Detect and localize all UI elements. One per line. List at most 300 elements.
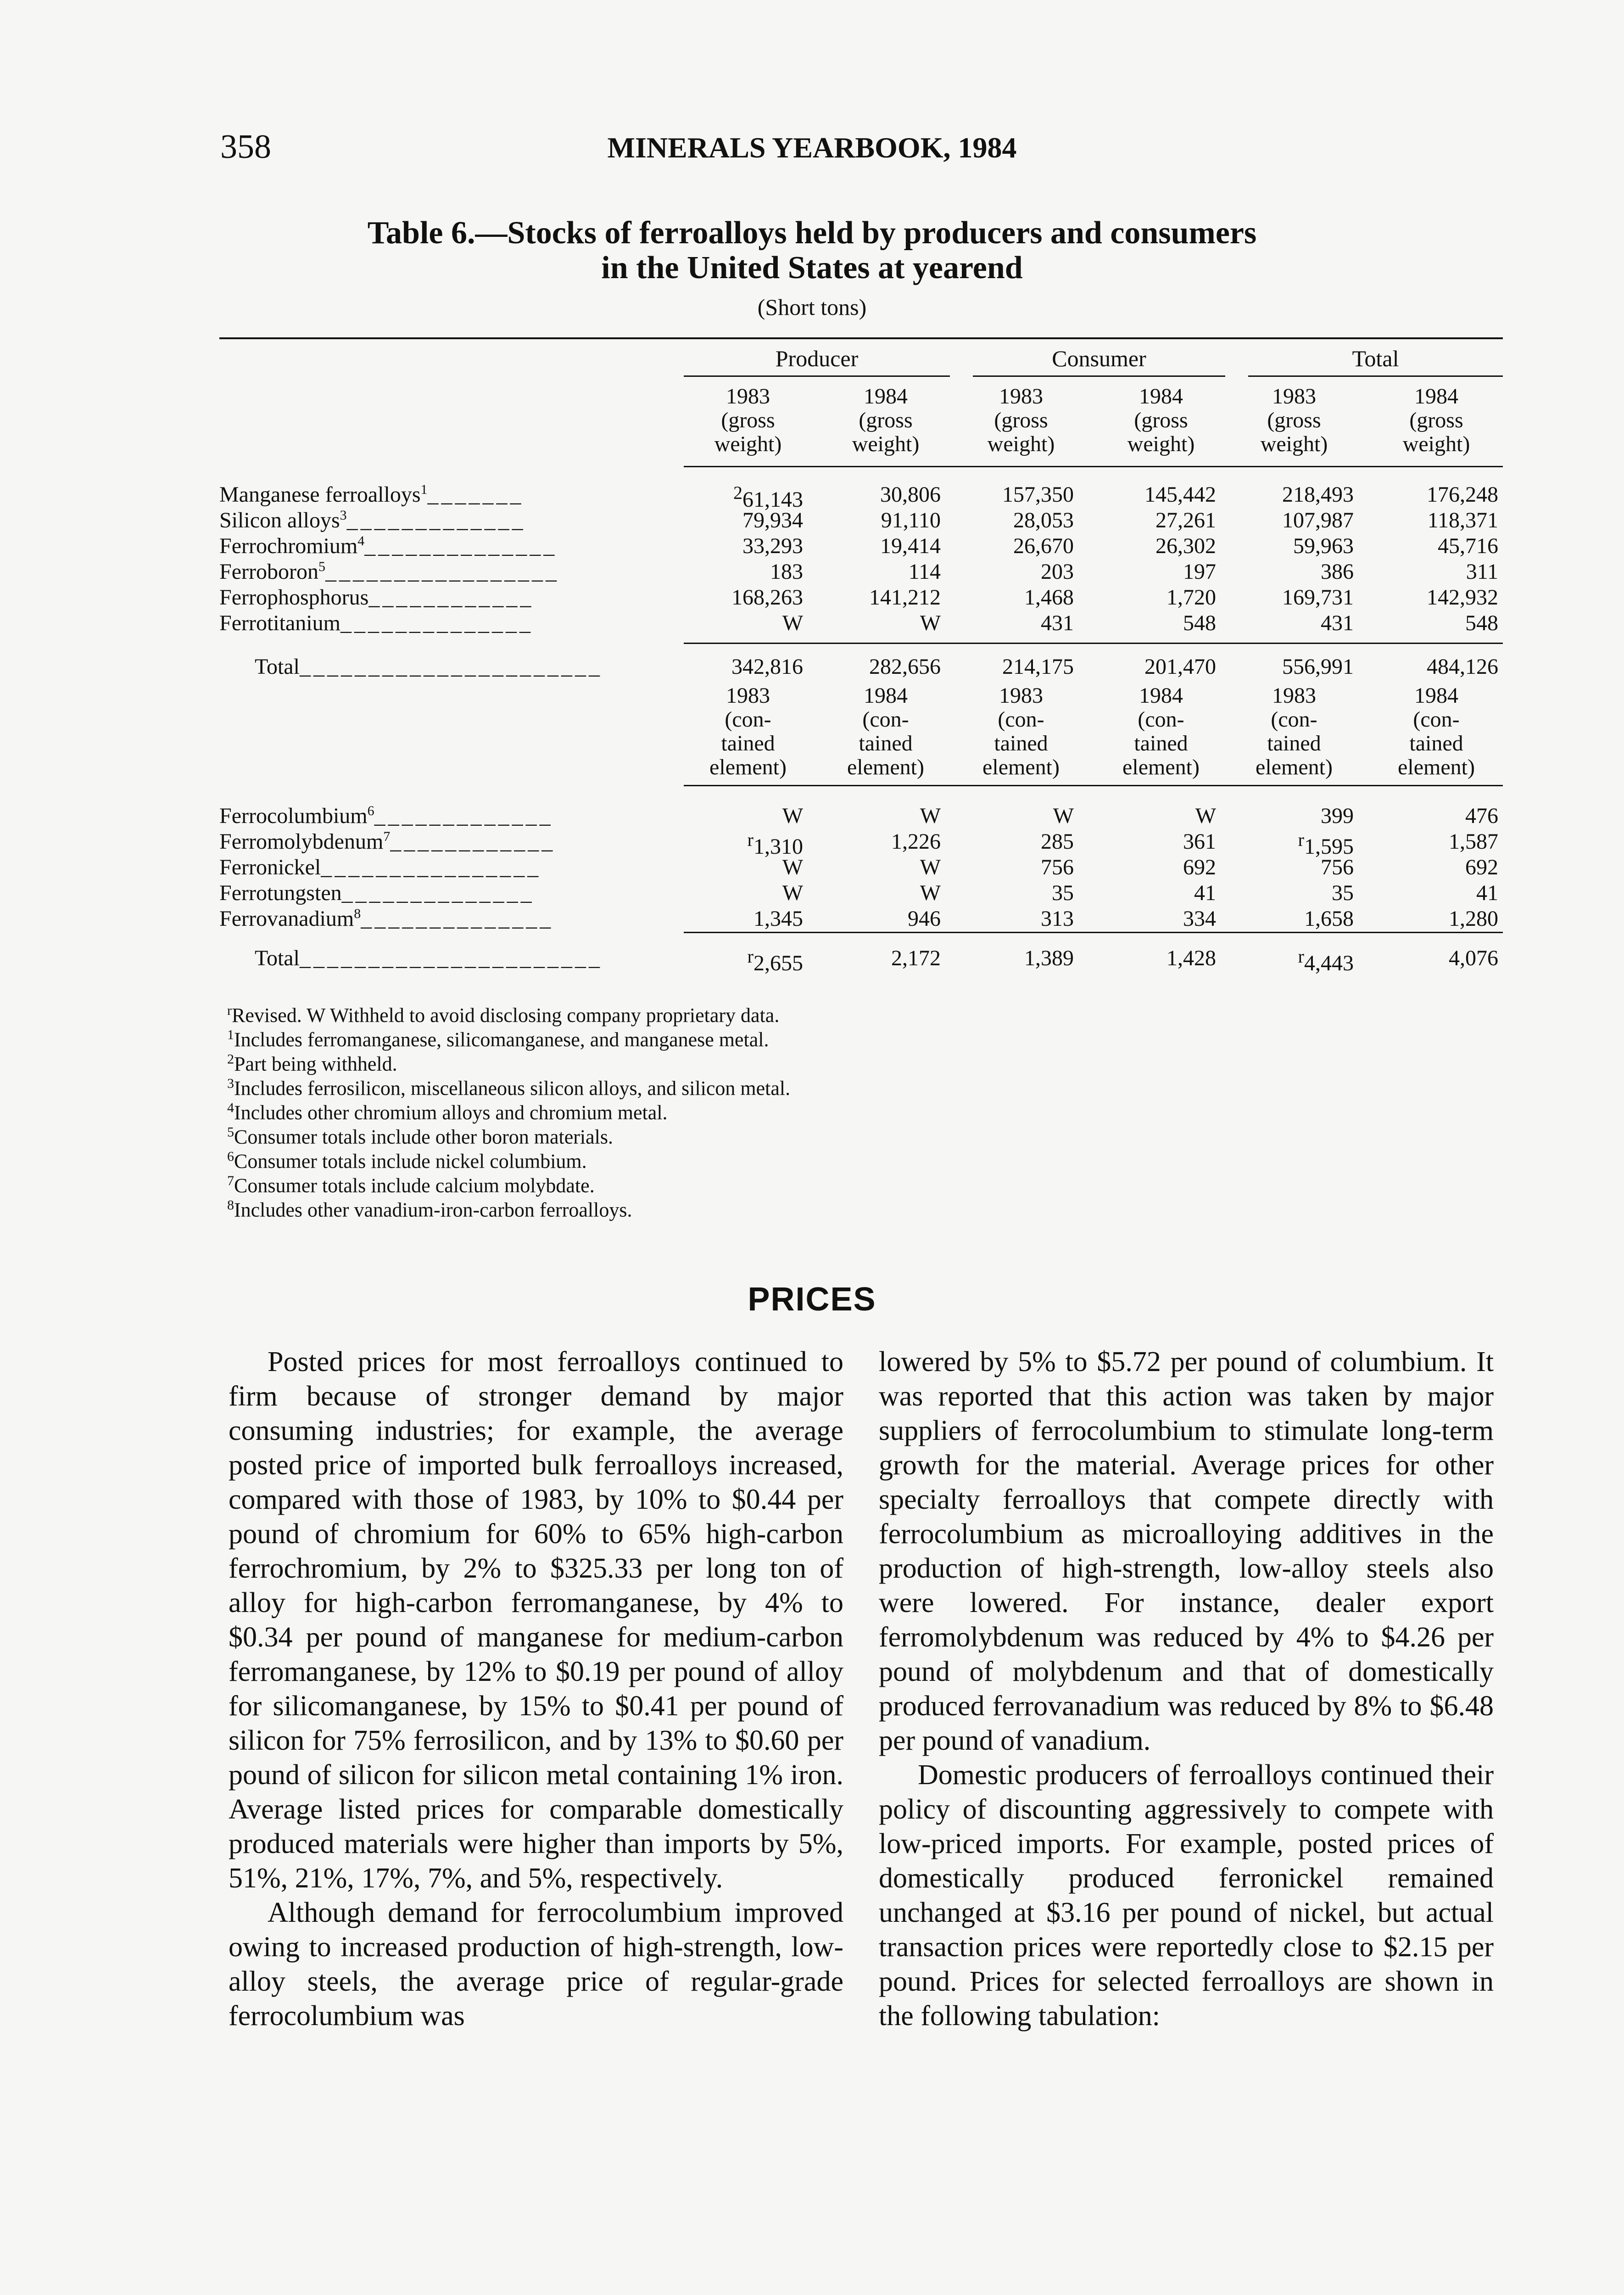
gross-col-header [819, 385, 952, 456]
row-label [219, 880, 535, 906]
table-cell [1013, 508, 1074, 533]
row-label-text: Manganese ferroalloys [219, 482, 421, 507]
footnote-ref: 8 [354, 906, 361, 921]
cell-value: 1,595 [1304, 834, 1354, 859]
table-cell [731, 585, 803, 610]
cell-value: 1,428 [1166, 946, 1216, 970]
col-header-line: 1984 [1139, 384, 1183, 409]
cell-value: 145,442 [1144, 482, 1216, 507]
contained-header-rule [684, 785, 1503, 786]
cell-value: W [920, 855, 941, 879]
header-bottom-rule [684, 466, 1503, 467]
row-label [219, 803, 553, 828]
table-cell [770, 559, 803, 584]
leader-dots: _______ [427, 482, 524, 507]
cell-value: 2,655 [753, 951, 803, 975]
total-cell [891, 946, 941, 971]
footnote [227, 1003, 779, 1027]
total-group-rule [1248, 375, 1503, 377]
cell-value: 692 [1183, 855, 1216, 879]
cell-value: W [782, 855, 803, 879]
total-cell [869, 654, 941, 679]
footnote-text: Includes ferrosilicon, miscellaneous silicon alloys, and silicon metal. [234, 1077, 791, 1100]
leader-dots: ____________ [368, 585, 534, 610]
total-cell [1166, 946, 1216, 971]
col-header-line: (con- [1413, 707, 1460, 732]
table-title-line2: in the United States at yearend [601, 250, 1023, 285]
leader-dots: _________________ [325, 560, 559, 584]
table-cell [1465, 610, 1498, 636]
cell-value: 548 [1183, 611, 1216, 635]
cell-value: 157,350 [1002, 482, 1074, 507]
cell-value: 431 [1041, 611, 1074, 635]
table-cell [1041, 906, 1074, 931]
footnote-text: Includes other vanadium-iron-carbon ferroalloys. [234, 1198, 632, 1221]
footnote [227, 1027, 769, 1052]
table-cell [1041, 855, 1074, 880]
prices-paragraph: Domestic producers of ferroalloys continued their policy of discounting aggressively to compete with low-priced imports. For example, posted prices of domestically produced ferronickel remained unchanged at $3.16 per pound of nickel, but actual transaction prices were reportedly close to $2.15 per pound. Prices for selected ferroalloys are shown in the following tabulation: [879, 1759, 1494, 2032]
cell-value: 756 [1321, 855, 1354, 879]
row-label-text: Ferrovanadium [219, 907, 354, 931]
col-header-line: 1984 [1414, 384, 1458, 409]
cell-value: 142,932 [1427, 585, 1498, 610]
gross-col-header [1228, 385, 1361, 456]
prices-left-column [229, 1345, 843, 2033]
col-header-line: (gross [1134, 408, 1188, 432]
cell-value: 201,470 [1144, 655, 1216, 679]
col-header-line: tained [1267, 731, 1321, 756]
row-label-text: Ferrochromium [219, 534, 358, 558]
leader-dots: ______________________ [299, 946, 603, 970]
footnote [227, 1076, 790, 1100]
cell-value: 91,110 [881, 508, 941, 532]
col-header-line: weight) [852, 432, 920, 456]
table-cell [880, 482, 941, 507]
cell-value: 285 [1041, 829, 1074, 854]
cell-value: 1,226 [891, 829, 941, 854]
footnote-ref: 4 [357, 533, 365, 549]
table-cell [742, 533, 803, 559]
contained-col-header [1228, 684, 1361, 779]
total-cell [1449, 946, 1498, 971]
cell-value: 114 [908, 560, 941, 584]
prices-paragraph: lowered by 5% to $5.72 per pound of columbium. It was reported that this action was taken by major suppliers of ferrocolumbium to stimulate long-term growth for the material. Average prices for other specialty ferroalloys that compete directly with ferrocolumbium as microalloying additives in the production of high-strength, low-alloy steels also were lowered. For instance, dealer export ferromolybdenum was reduced by 4% to $4.26 per pound of molybdenum and that of domestically produced ferrovanadium was reduced by 8% to $6.48 per pound of vanadium. [879, 1346, 1494, 1756]
footnote-text: Includes ferromanganese, silicomanganese, and manganese metal. [234, 1028, 769, 1051]
cell-value: 4,076 [1449, 946, 1498, 970]
subtotal-rule-contained [684, 932, 1503, 933]
footnote-ref: r [1298, 946, 1304, 967]
table-cell [1428, 508, 1498, 533]
col-header-line: element) [709, 755, 787, 779]
contained-col-header [819, 684, 952, 779]
total-cell [731, 654, 803, 679]
table-cell [1013, 533, 1074, 559]
footnote-ref: 7 [383, 829, 391, 844]
footnote [227, 1100, 668, 1125]
cell-value: 946 [908, 907, 941, 931]
col-header-line: (gross [859, 408, 913, 432]
footnote-mark: 6 [227, 1149, 234, 1164]
cell-value: 33,293 [742, 534, 803, 558]
cell-value: 169,731 [1282, 585, 1354, 610]
cell-value: 203 [1041, 560, 1074, 584]
total-cell [748, 946, 803, 976]
footnote-text: Revised. W Withheld to avoid disclosing company proprietary data. [232, 1004, 780, 1027]
footnote-mark: 7 [227, 1173, 234, 1188]
col-header-line: 1983 [1272, 384, 1316, 409]
table-cell [1002, 482, 1074, 507]
col-header-line: tained [859, 731, 913, 756]
row-label [219, 559, 559, 584]
cell-value: 26,302 [1155, 534, 1216, 558]
col-header-line: (gross [1267, 408, 1321, 432]
col-header-line: weight) [1260, 432, 1328, 456]
cell-value: W [1053, 804, 1074, 828]
total-row-label [255, 654, 603, 679]
footnote-ref: 5 [318, 559, 325, 574]
cell-value: 361 [1183, 829, 1216, 854]
leader-dots: ______________ [341, 881, 535, 905]
leader-dots: ______________ [340, 611, 533, 635]
contained-col-header [954, 684, 1088, 779]
consumer-group-rule [973, 375, 1225, 377]
footnote-text: Consumer totals include calcium molybdate. [234, 1174, 595, 1197]
total-cell [1282, 654, 1354, 679]
gross-col-header [681, 385, 815, 456]
total-cell [1144, 654, 1216, 679]
cell-value: 35 [1052, 881, 1074, 905]
cell-value: 35 [1332, 881, 1354, 905]
cell-value: 311 [1466, 560, 1498, 584]
col-header-line: (con- [862, 707, 909, 732]
col-header-line: tained [1409, 731, 1463, 756]
group-header-producer: Producer [775, 346, 859, 371]
table-cell [1183, 829, 1216, 854]
group-header-consumer: Consumer [1052, 346, 1146, 371]
footnote-ref: 3 [340, 508, 347, 523]
col-header-line: (gross [1409, 408, 1463, 432]
cell-value: 214,175 [1002, 655, 1074, 679]
col-header-line: 1984 [1139, 683, 1183, 708]
cell-value: 141,212 [869, 585, 941, 610]
cell-value: W [782, 611, 803, 635]
contained-col-header [1370, 684, 1503, 779]
footnote-ref: r [747, 829, 753, 850]
cell-value: 386 [1321, 560, 1354, 584]
col-header-line: (gross [994, 408, 1048, 432]
table-cell [1282, 585, 1354, 610]
total-cell [1298, 946, 1354, 976]
table-cell [1282, 508, 1354, 533]
cell-value: 59,963 [1293, 534, 1354, 558]
cell-value: W [920, 881, 941, 905]
prices-paragraph: Although demand for ferrocolumbium improved owing to increased production of high-strength, low-alloy steels, the average price of regular-grade ferrocolumbium was [229, 1897, 843, 2032]
row-label [219, 482, 524, 507]
col-header-line: weight) [1127, 432, 1195, 456]
cell-value: 1,310 [753, 834, 803, 859]
footnote-ref: 1 [420, 482, 428, 497]
leader-dots: ______________________ [299, 655, 603, 679]
footnote-mark: r [227, 1003, 232, 1018]
table-cell [1293, 533, 1354, 559]
col-header-line: (con- [725, 707, 771, 732]
col-header-line: element) [1398, 755, 1475, 779]
cell-value: 197 [1183, 560, 1216, 584]
table-cell [1476, 880, 1498, 906]
cell-value: 61,143 [742, 487, 803, 512]
col-header-line: tained [1134, 731, 1188, 756]
row-label-text: Silicon alloys [219, 508, 340, 532]
col-header-line: element) [1256, 755, 1333, 779]
cell-value: 28,053 [1013, 508, 1074, 532]
row-label [219, 855, 541, 880]
contained-col-header [1094, 684, 1228, 779]
running-head: MINERALS YEARBOOK, 1984 [607, 131, 1017, 164]
col-header-line: 1984 [1414, 683, 1458, 708]
table-cell [1041, 829, 1074, 854]
cell-value: 1,587 [1449, 829, 1498, 854]
table-cell [1183, 855, 1216, 880]
cell-value: 342,816 [731, 655, 803, 679]
col-header-line: element) [982, 755, 1060, 779]
table-cell [1427, 585, 1498, 610]
cell-value: 399 [1321, 804, 1354, 828]
col-header-line: weight) [987, 432, 1055, 456]
leader-dots: ______________ [364, 534, 558, 558]
row-label-text: Total [255, 946, 300, 970]
footnote [227, 1125, 613, 1149]
col-header-line: weight) [1402, 432, 1470, 456]
col-header-line: (con- [1138, 707, 1184, 732]
footnote [227, 1149, 587, 1173]
footnote-mark: 2 [227, 1052, 234, 1067]
footnote-mark: 4 [227, 1100, 234, 1115]
cell-value: 183 [770, 560, 803, 584]
table-cell [782, 880, 803, 906]
row-label [219, 508, 526, 533]
row-label [219, 585, 534, 610]
footnote-ref: r [747, 946, 753, 967]
cell-value: 692 [1465, 855, 1498, 879]
footnote [227, 1198, 632, 1222]
col-header-line: 1983 [726, 384, 770, 409]
cell-value: W [1195, 804, 1216, 828]
table-cell [1304, 906, 1354, 931]
leader-dots: ________________ [321, 855, 541, 879]
table-cell [908, 906, 941, 931]
gross-col-header [954, 385, 1088, 456]
cell-value: 548 [1465, 611, 1498, 635]
cell-value: 27,261 [1155, 508, 1216, 532]
row-label-text: Total [255, 655, 300, 679]
cell-value: 334 [1183, 907, 1216, 931]
cell-value: W [782, 804, 803, 828]
col-header-line: 1983 [726, 683, 770, 708]
col-header-line: 1983 [1272, 683, 1316, 708]
col-header-line: element) [847, 755, 924, 779]
total-cell [1427, 654, 1498, 679]
table-cell [1321, 610, 1354, 636]
producer-group-rule [684, 375, 950, 377]
table-cell [1183, 559, 1216, 584]
table-cell [1321, 803, 1354, 828]
table-top-rule [219, 337, 1503, 339]
footnote-ref: 6 [367, 803, 374, 818]
col-header-line: weight) [714, 432, 782, 456]
cell-value: 4,443 [1304, 951, 1354, 975]
cell-value: 1,658 [1304, 907, 1354, 931]
table-cell [1427, 482, 1498, 507]
col-header-line: 1983 [999, 683, 1043, 708]
contained-col-header [681, 684, 815, 779]
cell-value: 1,345 [753, 907, 803, 931]
cell-value: 79,934 [742, 508, 803, 532]
leader-dots: _____________ [346, 508, 526, 532]
table-cell [742, 508, 803, 533]
cell-value: 176,248 [1427, 482, 1498, 507]
row-label-text: Ferrotitanium [219, 611, 340, 635]
col-header-line: 1983 [999, 384, 1043, 409]
table-cell [1332, 880, 1354, 906]
page-number: 358 [220, 128, 271, 166]
row-label-text: Ferronickel [219, 855, 321, 879]
table-cell [920, 855, 941, 880]
total-cell [1002, 654, 1074, 679]
cell-value: W [920, 804, 941, 828]
col-header-line: 1984 [864, 384, 908, 409]
table-cell [1194, 880, 1216, 906]
prices-heading: PRICES [748, 1281, 876, 1318]
table-cell [920, 610, 941, 636]
cell-value: 168,263 [731, 585, 803, 610]
row-label [219, 829, 555, 854]
footnote-mark: 5 [227, 1125, 234, 1140]
table-cell [1183, 610, 1216, 636]
cell-value: 107,987 [1282, 508, 1354, 532]
table-cell [1183, 906, 1216, 931]
leader-dots: ____________ [390, 829, 556, 854]
prices-paragraph: Posted prices for most ferroalloys continued to firm because of stronger demand by major consuming industries; for example, the average posted price of imported bulk ferroalloys increased, compared with those of 1983, by 10% to $0.44 per pound of chromium for 60% to 65% high-carbon ferrochromium, by 2% to $325.33 per long ton of alloy for high-carbon ferromanganese, by 4% to $0.34 per pound of manganese for medium-carbon ferromanganese, by 12% to $0.19 per pound of alloy for silicomanganese, by 15% to $0.41 per pound of silicon for 75% ferrosilicon, and by 13% to $0.60 per pound of silicon for silicon metal containing 1% iron. Average listed prices for comparable domestically produced materials were higher than imports by 5%, 51%, 21%, 17%, 7%, and 5%, respectively. [229, 1346, 843, 1894]
cell-value: 1,720 [1166, 585, 1216, 610]
footnote-text: Includes other chromium alloys and chromium metal. [234, 1101, 668, 1124]
footnote-ref: r [1298, 829, 1304, 850]
table-cell [782, 803, 803, 828]
footnote-mark: 3 [227, 1076, 234, 1091]
table-cell [1282, 482, 1354, 507]
footnote-text: Part being withheld. [234, 1052, 397, 1075]
table-cell [880, 533, 941, 559]
table-cell [1321, 855, 1354, 880]
table-cell [891, 829, 941, 854]
group-header-total: Total [1352, 346, 1399, 371]
leader-dots: _____________ [374, 804, 553, 828]
table-cell [1466, 559, 1498, 584]
footnote-mark: 1 [227, 1027, 234, 1042]
prices-right-column [879, 1345, 1494, 2033]
table-cell [881, 508, 941, 533]
table-cell [869, 585, 941, 610]
cell-value: W [782, 881, 803, 905]
cell-value: 1,468 [1024, 585, 1074, 610]
col-header-line: (con- [1271, 707, 1317, 732]
row-label [219, 533, 557, 559]
table-cell [1041, 559, 1074, 584]
subtotal-rule-gross [684, 643, 1503, 644]
table-cell [920, 880, 941, 906]
footnote-ref: 2 [733, 482, 742, 503]
cell-value: 19,414 [880, 534, 941, 558]
table-cell [909, 559, 941, 584]
row-label [219, 610, 533, 636]
col-header-line: element) [1122, 755, 1200, 779]
cell-value: 218,493 [1282, 482, 1354, 507]
cell-value: 484,126 [1427, 655, 1498, 679]
table-cell [782, 610, 803, 636]
table-cell [1321, 559, 1354, 584]
col-header-line: (gross [721, 408, 775, 432]
table-cell [1465, 803, 1498, 828]
table-cell [1449, 906, 1498, 931]
table-cell [1053, 803, 1074, 828]
table-cell [782, 855, 803, 880]
row-label-text: Ferrotungsten [219, 881, 342, 905]
col-header-line: (con- [998, 707, 1044, 732]
cell-value: 431 [1321, 611, 1354, 635]
table-title-line1: Table 6.—Stocks of ferroalloys held by producers and consumers [367, 215, 1257, 251]
cell-value: 756 [1041, 855, 1074, 879]
col-header-line: 1984 [864, 683, 908, 708]
cell-value: 313 [1041, 907, 1074, 931]
footnote-text: Consumer totals include other boron materials. [234, 1125, 614, 1148]
table-cell [1449, 829, 1498, 854]
row-label-text: Ferrocolumbium [219, 804, 368, 828]
table-cell [1465, 855, 1498, 880]
cell-value: 30,806 [880, 482, 941, 507]
table-cell [1155, 508, 1216, 533]
row-label-text: Ferroboron [219, 560, 318, 584]
table-units: (Short tons) [757, 294, 867, 320]
total-row-label [255, 946, 603, 971]
table-cell [753, 906, 803, 931]
cell-value: 556,991 [1282, 655, 1354, 679]
footnote-mark: 8 [227, 1198, 234, 1213]
row-label [219, 906, 553, 931]
cell-value: 118,371 [1427, 508, 1498, 532]
gross-col-header [1370, 385, 1503, 456]
cell-value: 1,280 [1449, 907, 1498, 931]
table-cell [1024, 585, 1074, 610]
footnote [227, 1173, 595, 1198]
table-cell [1155, 533, 1216, 559]
table-cell [1144, 482, 1216, 507]
cell-value: 2,172 [891, 946, 941, 970]
cell-value: 45,716 [1438, 534, 1498, 558]
col-header-line: tained [994, 731, 1048, 756]
cell-value: W [920, 611, 941, 635]
table-cell [1438, 533, 1498, 559]
table-cell [1166, 585, 1216, 610]
row-label-text: Ferrophosphorus [219, 585, 369, 610]
table-cell [1195, 803, 1216, 828]
footnote-text: Consumer totals include nickel columbium. [234, 1150, 587, 1173]
cell-value: 41 [1194, 881, 1216, 905]
cell-value: 41 [1476, 881, 1498, 905]
table-cell [1052, 880, 1074, 906]
cell-value: 282,656 [869, 655, 941, 679]
footnote [227, 1052, 397, 1076]
table-cell [920, 803, 941, 828]
cell-value: 476 [1465, 804, 1498, 828]
